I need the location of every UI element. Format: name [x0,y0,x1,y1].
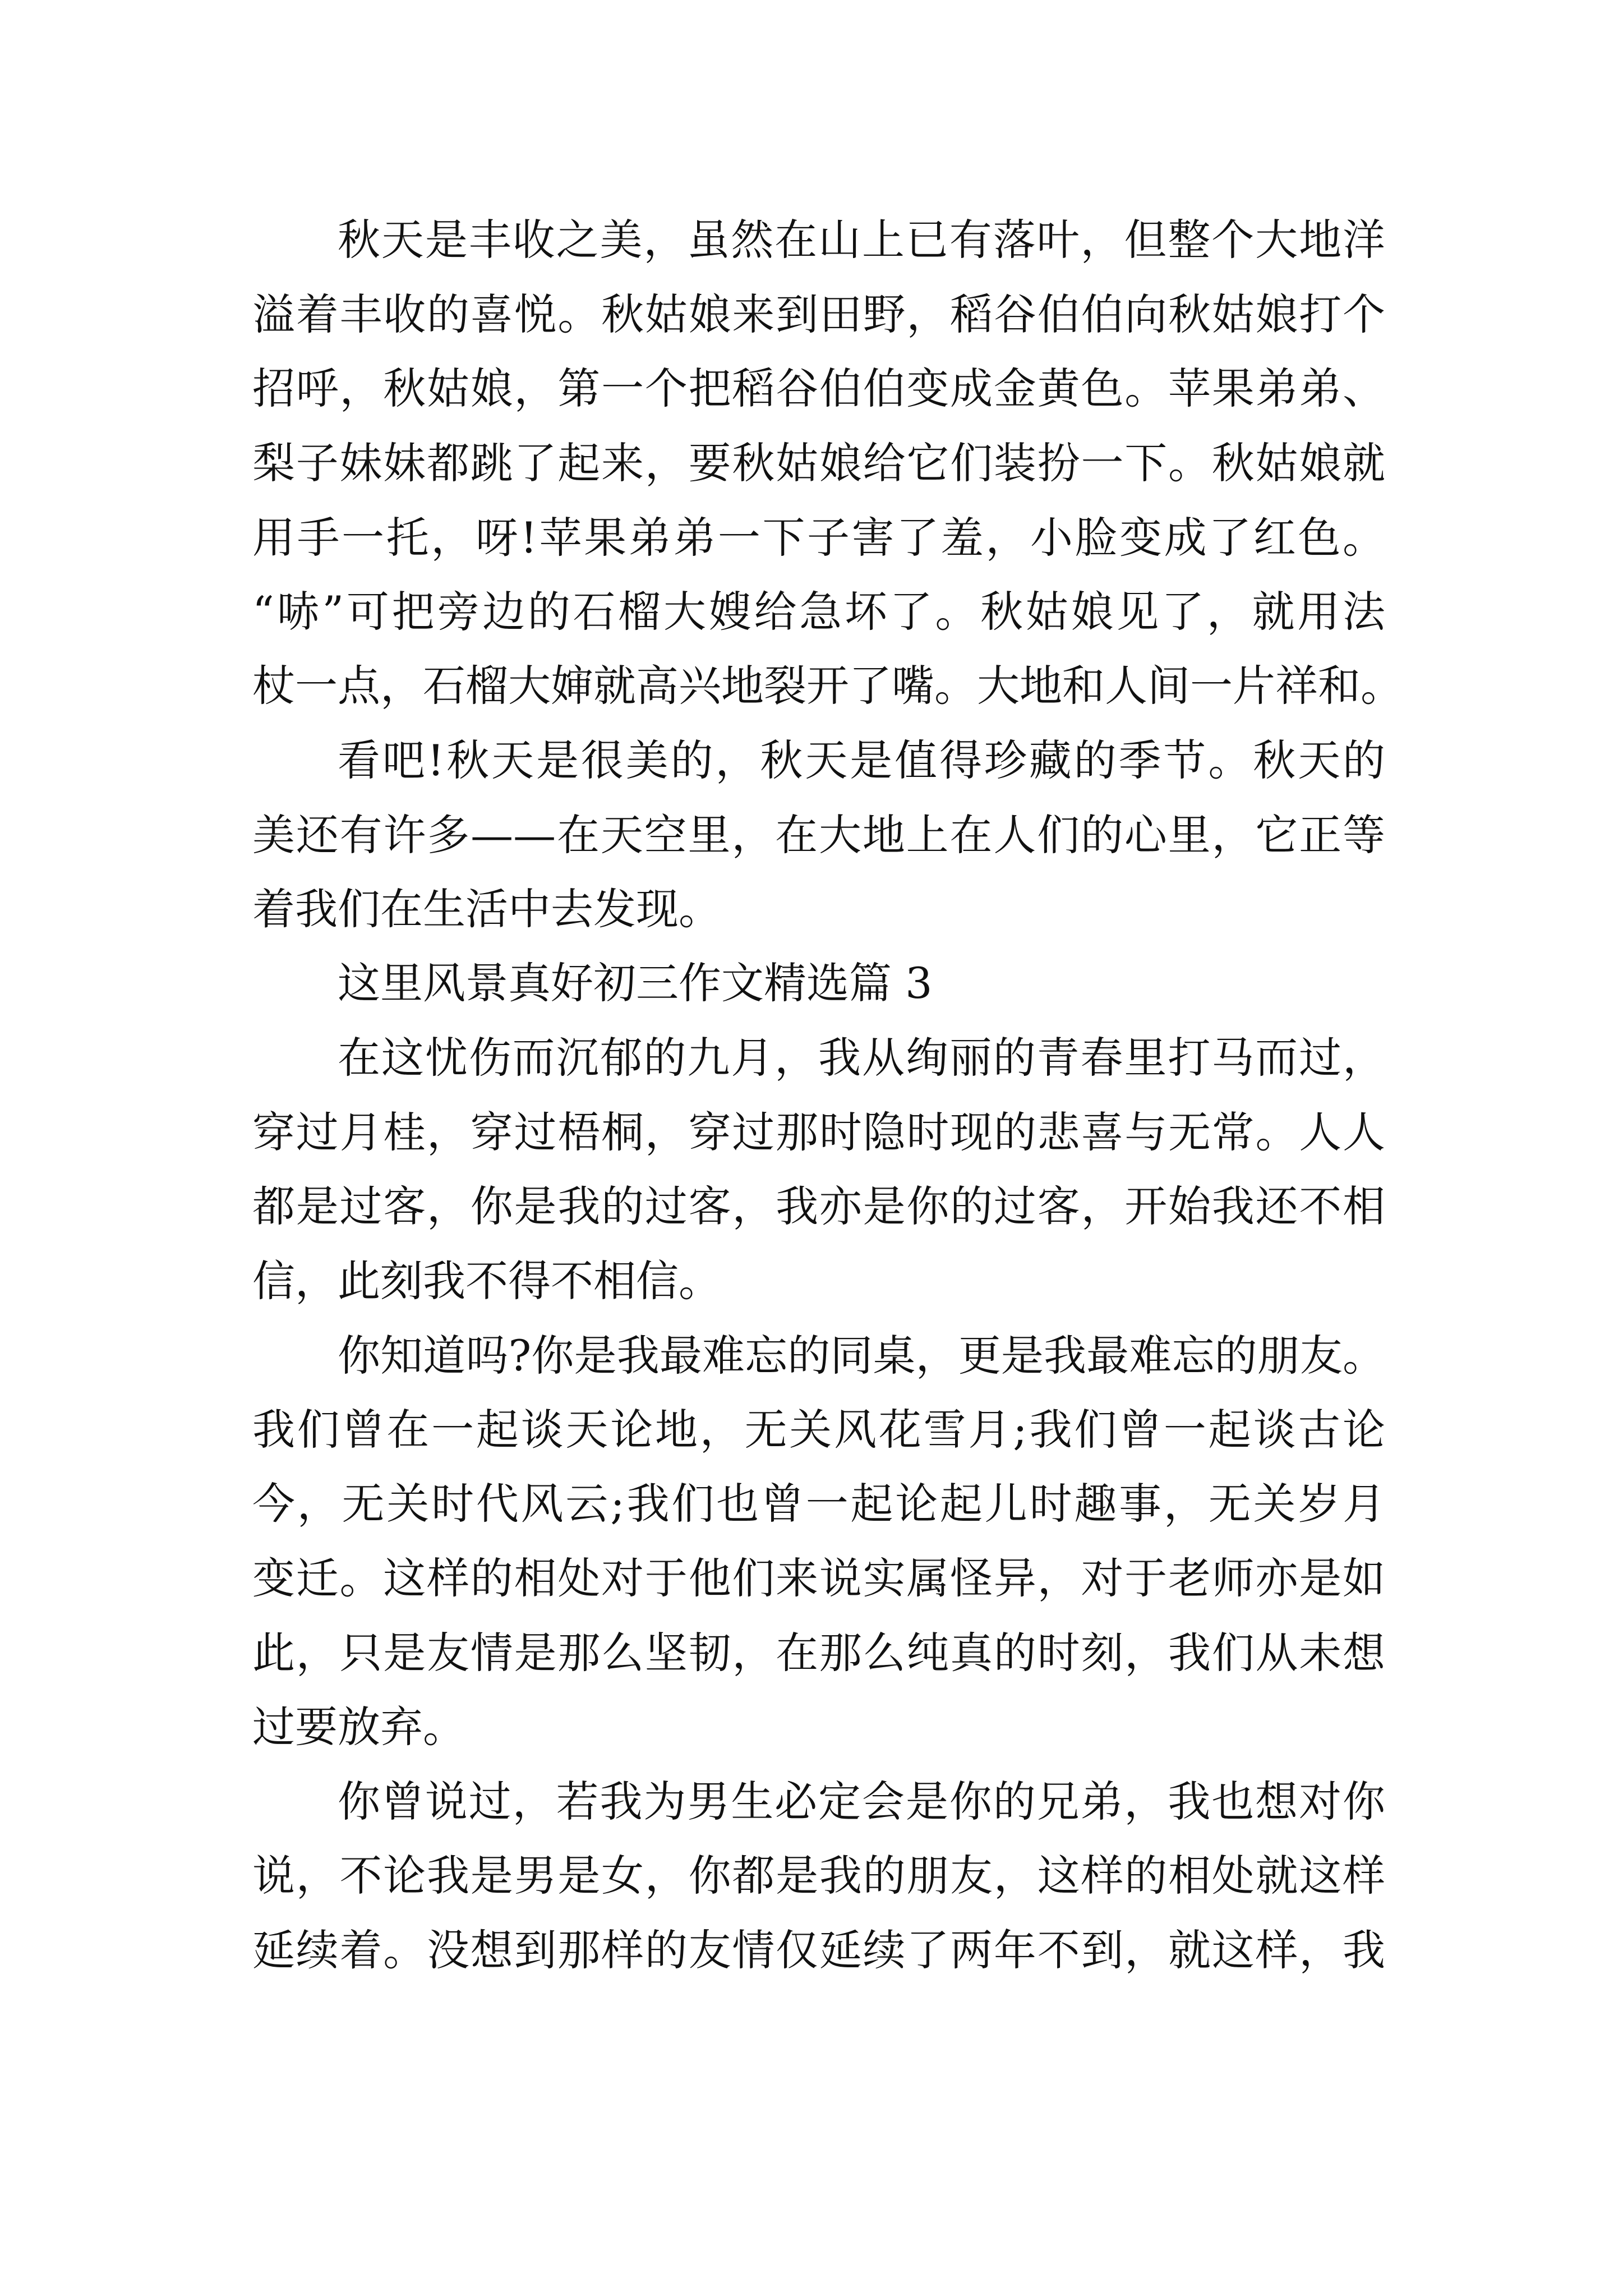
paragraph-line: 看吧!秋天是很美的，秋天是值得珍藏的季节。秋天的 [338,735,1385,785]
paragraph-line: 在这忧伤而沉郁的九月，我从绚丽的青春里打马而过， [338,1033,1385,1083]
paragraph-line: 梨子妹妹都跳了起来，要秋姑娘给它们装扮一下。秋姑娘就 [252,438,1385,488]
paragraph-line: 延续着。没想到那样的友情仅延续了两年不到，就这样，我 [252,1925,1385,1975]
paragraph-line: 你曾说过，若我为男生必定会是你的兄弟，我也想对你 [338,1777,1385,1826]
paragraph-line: 说，不论我是男是女，你都是我的朋友，这样的相处就这样 [252,1851,1385,1901]
paragraph-line: 你知道吗?你是我最难忘的同桌，更是我最难忘的朋友。 [338,1331,1385,1381]
paragraph-line: 秋天是丰收之美，虽然在山上已有落叶，但整个大地洋 [338,215,1385,265]
paragraph-line: 变迁。这样的相处对于他们来说实属怪异，对于老师亦是如 [252,1553,1385,1603]
paragraph-line: 溢着丰收的喜悦。秋姑娘来到田野，稻谷伯伯向秋姑娘打个 [252,289,1385,339]
section-heading: 这里风景真好初三作文精选篇 3 [338,958,933,1008]
paragraph-line: 招呼，秋姑娘，第一个把稻谷伯伯变成金黄色。苹果弟弟、 [252,364,1385,413]
paragraph-line: 穿过月桂，穿过梧桐，穿过那时隐时现的悲喜与无常。人人 [252,1107,1385,1157]
paragraph-line: 杖一点，石榴大婶就高兴地裂开了嘴。大地和人间一片祥和。 [252,661,1403,711]
paragraph-line: “哧”可把旁边的石榴大嫂给急坏了。秋姑娘见了，就用法 [252,587,1385,637]
paragraph-line: 美还有许多——在天空里，在大地上在人们的心里，它正等 [252,810,1385,860]
paragraph-line: 都是过客，你是我的过客，我亦是你的过客，开始我还不相 [252,1181,1385,1231]
paragraph-line: 过要放弃。 [252,1702,465,1752]
paragraph-line: 此，只是友情是那么坚韧，在那么纯真的时刻，我们从未想 [252,1628,1385,1678]
paragraph-line: 着我们在生活中去发现。 [252,884,721,934]
paragraph-line: 我们曾在一起谈天论地，无关风花雪月;我们曾一起谈古论 [252,1405,1385,1455]
paragraph-line: 信，此刻我不得不相信。 [252,1256,721,1306]
paragraph-line: 用手一托，呀!苹果弟弟一下子害了羞，小脸变成了红色。 [252,513,1385,563]
paragraph-line: 今，无关时代风云;我们也曾一起论起儿时趣事，无关岁月 [252,1479,1385,1529]
